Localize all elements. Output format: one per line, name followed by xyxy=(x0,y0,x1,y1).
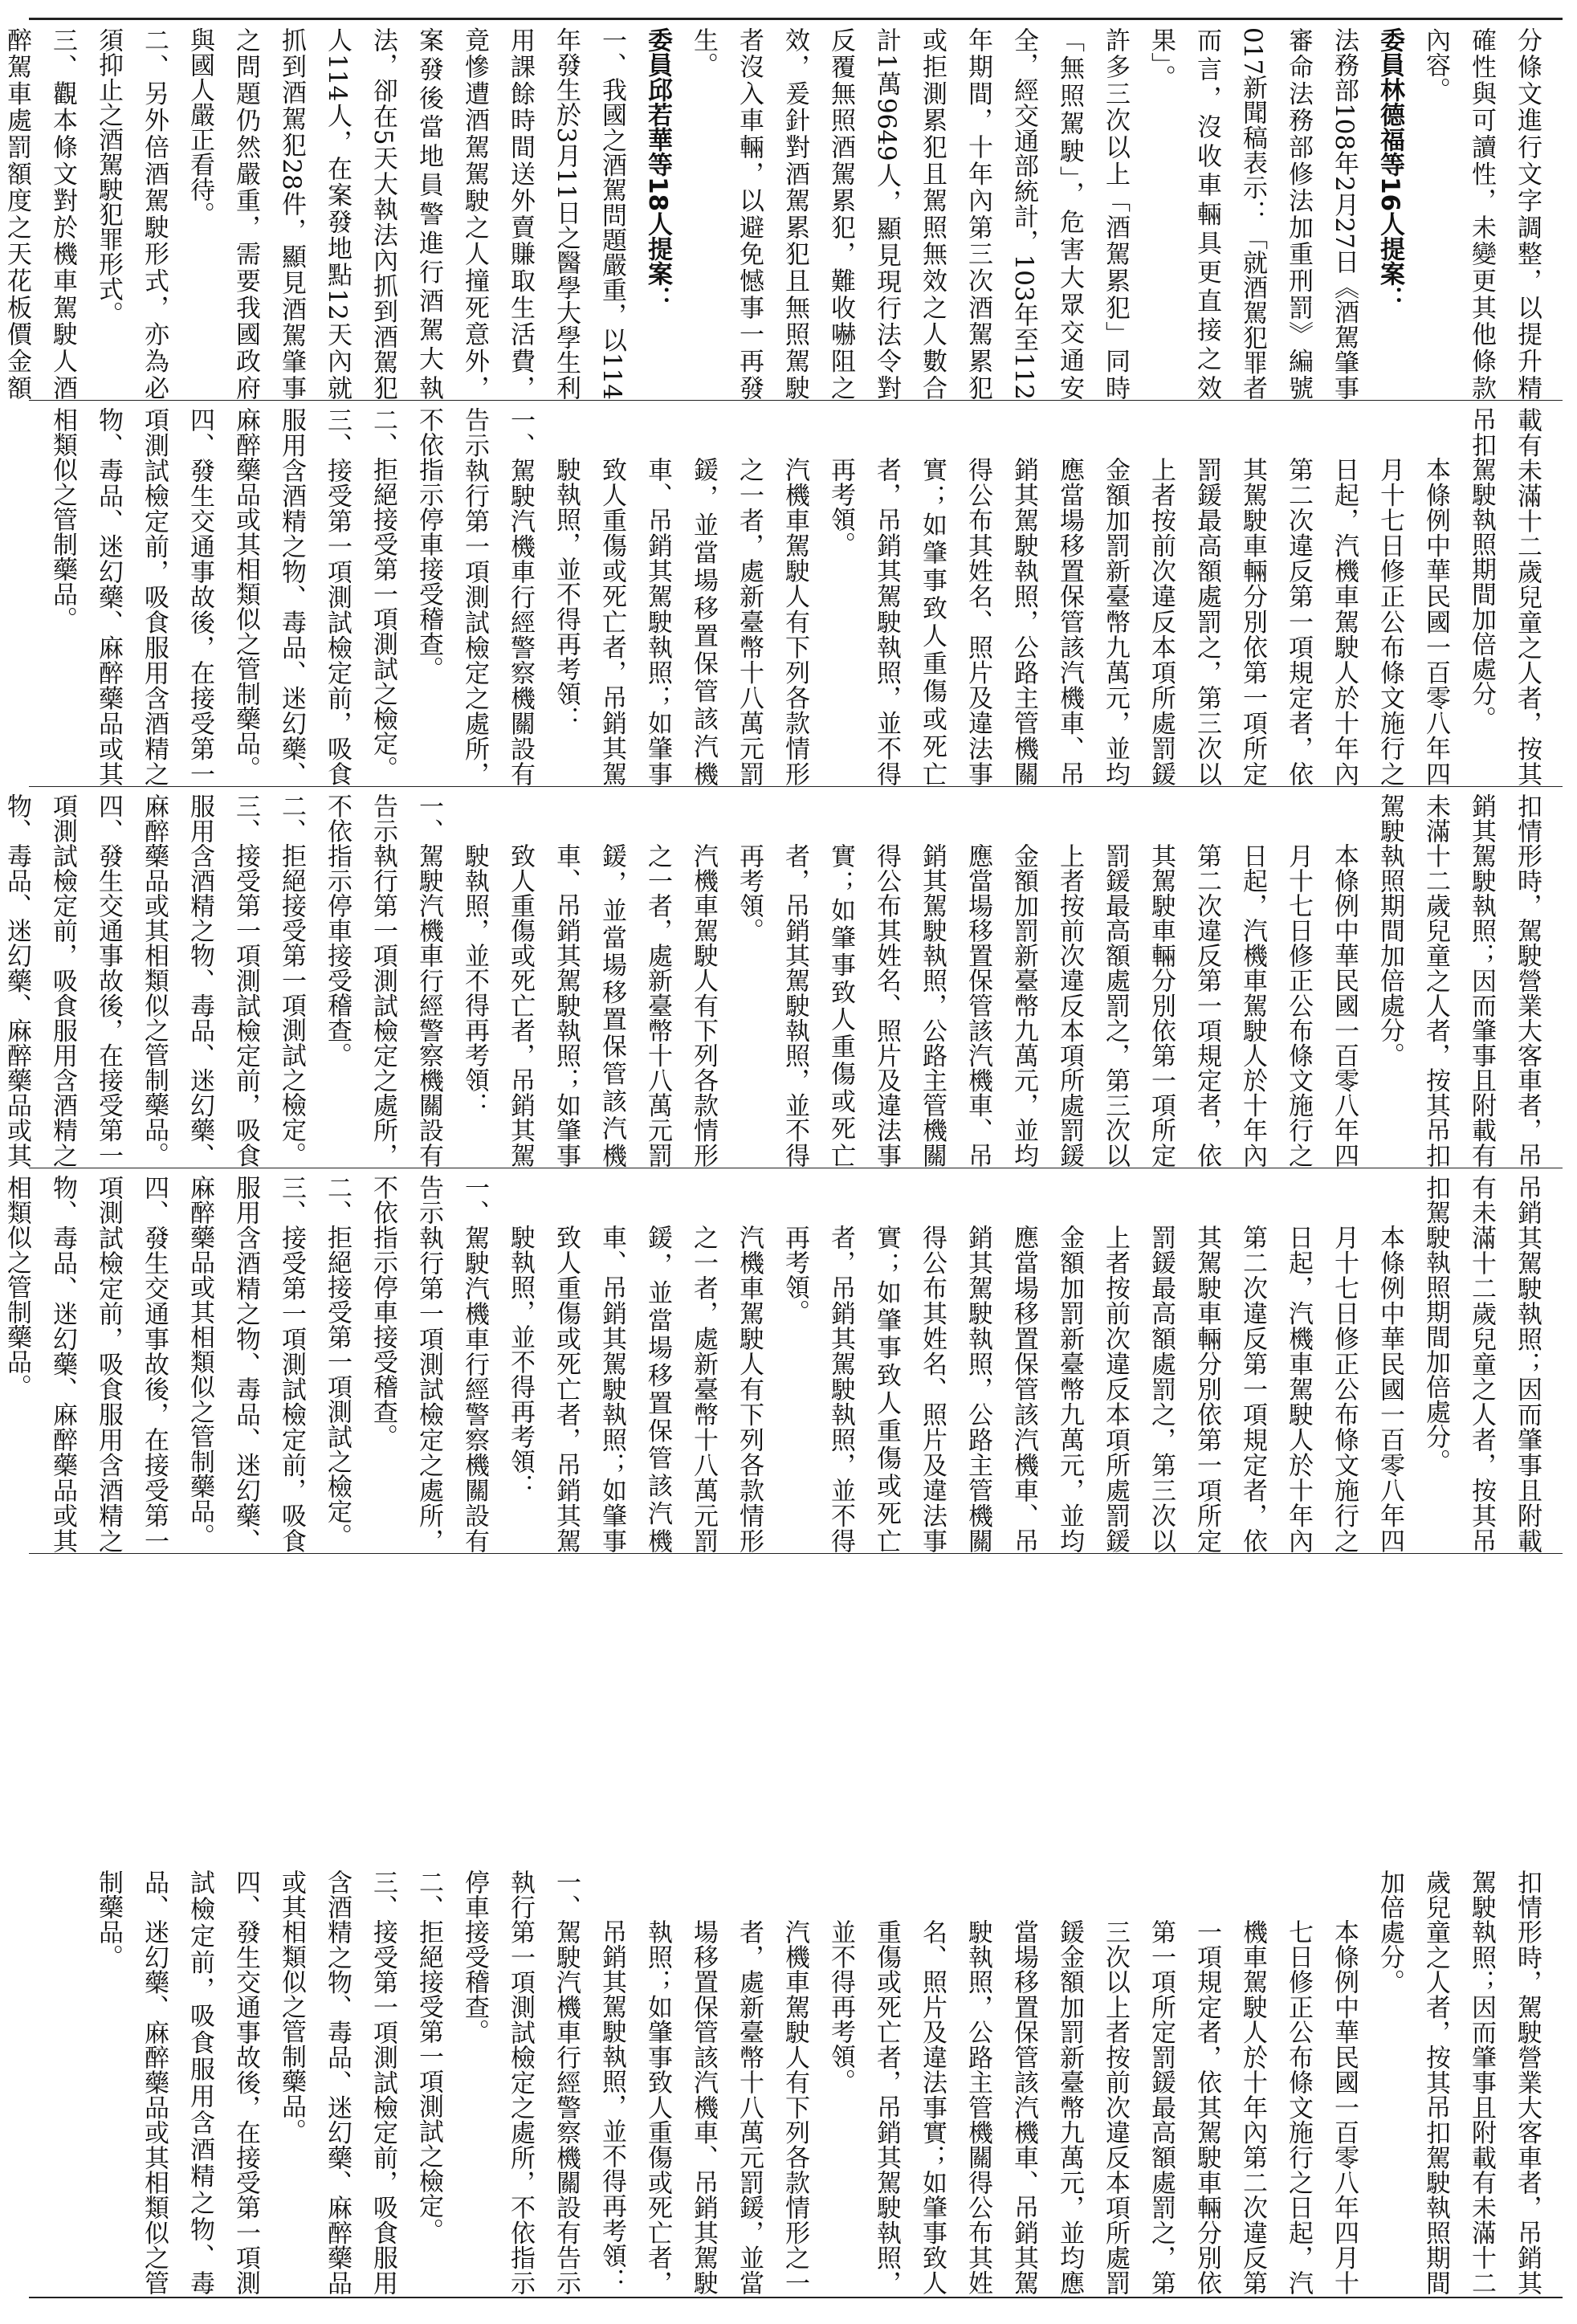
paragraph: 本條例中華民國一百零八年四月十七日修正公布條文施行之日起，汽機車駕駛人於十年內第二次違反第一項規定者，依其駕駛車輛分別依第一項所定罰鍰最高額處罰之，第三次以上者按前次違反本項所處罰鍰金額加罰新臺幣九萬元，並均應當場移置保管該汽機車、吊銷其駕駛執照，公路主管機關得公布其姓名、照片及違法事實；如肇事致人重傷或死亡者，吊銷其駕駛執照，並不得再考領。 xyxy=(826,457,1450,786)
proposal-heading: 委員邱若華等18人提案： xyxy=(643,27,672,312)
paragraph: 一、駕駛汽機車行經警察機關設有告示執行第一項測試檢定之處所，不依指示停車接受稽查。 xyxy=(323,793,443,1168)
proposal-heading: 委員林德福等16人提案： xyxy=(1375,27,1404,312)
paragraph: 一、駕駛汽機車行經警察機關設有告示執行第一項測試檢定之處所，不依指示停車接受稽查。 xyxy=(369,1175,489,1553)
paragraph: 三、接受第一項測試檢定前，吸食服用含酒精之物、毒品、迷幻藥、麻醉藥品或其相類似之管制藥品。 xyxy=(185,1175,306,1553)
paragraph: 汽機車駕駛人有下列各款情形之一者，處新臺幣十八萬元罰鍰，並當場移置保管該汽機車、吊銷其駕駛執照；如肇事致人重傷或死亡者，吊銷其駕駛執照，並不得再考領： xyxy=(552,457,809,786)
paragraph: 二、另外倍酒駕駛形式，亦為必須抑止之酒駕駛犯罪形式。 xyxy=(94,27,169,400)
table-row-3 xyxy=(2,787,1563,1168)
paragraph: 三、觀本條文對於機車駕駛人酒醉駕車處罰額度之天花板價金額 xyxy=(2,27,77,400)
table-row-1 xyxy=(2,21,1563,400)
paragraph: 分條文進行文字調整，以提升精確性與可讀性，未變更其他條款內容。 xyxy=(1421,27,1542,400)
row-1-column xyxy=(2,21,1563,400)
paragraph: 扣情形時，駕駛營業大客車者，吊銷其駕駛執照；因而肇事且附載有未滿十二歲兒童之人者，按其吊扣駕駛執照期間加倍處分。 xyxy=(1375,793,1542,1168)
paragraph: 二、拒絕接受第一項測試之檢定。 xyxy=(277,793,306,1167)
paragraph: 本條例中華民國一百零八年四月十七日修正公布條文施行之日起，汽機車駕駛人於十年內第二次違反第一項規定者，依其駕駛車輛分別依第一項所定罰鍰最高額處罰之，第三次以上者按前次違反本項所處罰鍰金額加罰新臺幣九萬元，並均應當場移置保管該汽機車、吊銷其駕駛執照，公路主管機關得公布其姓名、照片及違法事實；如肇事致人重傷或死亡者，吊銷其駕駛執照，並不得再考領。 xyxy=(780,1225,1404,1553)
row-divider-4 xyxy=(29,1553,1563,1554)
paragraph: 四、發生交通事故後，在接受第一項測試檢定前，吸食服用含酒精之物、毒品、迷幻藥、麻醉藥品或其 xyxy=(2,793,123,1168)
table-row-4 xyxy=(2,1168,1563,1553)
paragraph: 二、拒絕接受第一項測試之檢定。 xyxy=(369,407,397,781)
paragraph: 載有未滿十二歲兒童之人者，按其吊扣駕駛執照期間加倍處分。 xyxy=(1467,407,1542,786)
paragraph: 四、發生交通事故後，在接受第一項測試檢定前，吸食服用含酒精之物、毒品、迷幻藥、麻醉藥品或其相類似之管制藥品。 xyxy=(94,1869,260,2295)
paragraph: 一、駕駛汽機車行經警察機關設有告示執行第一項測試檢定之處所，不依指示停車接受稽查。 xyxy=(460,1869,581,2295)
row-4-column xyxy=(2,1168,1563,1553)
paragraph: 一、我國之酒駕問題嚴重，以114年發生於3月11日之醫學大學生利用課餘時間送外賣賺取生活費，竟慘遭酒駕駕駛之人撞死意外，案發後當地員警進行酒駕大執法，卻在5天大執法內抓到酒駕犯人114人，在案發地點12天內就抓到酒駕犯28件，顯見酒駕肇事之問題仍然嚴重，需要我國政府與國人嚴正看待。 xyxy=(185,27,626,400)
table-bottom-rule xyxy=(29,2297,1563,2298)
paragraph: 扣情形時，駕駛營業大客車者，吊銷其駕駛執照；因而肇事且附載有未滿十二歲兒童之人者，按其吊扣駕駛執照期間加倍處分。 xyxy=(1375,1869,1542,2295)
paragraph: 法務部108年2月27日《酒駕肇事審命法務部修法加重刑罰》編號017新聞稿表示：「就酒駕犯罪者而言，沒收車輛具更直接之效果」。 xyxy=(1147,27,1359,400)
table-top-rule xyxy=(29,18,1563,20)
paragraph: 三、接受第一項測試檢定前，吸食服用含酒精之物、毒品、迷幻藥、麻醉藥品或其相類似之管制藥品。 xyxy=(277,1869,397,2295)
paragraph: 一、駕駛汽機車行經警察機關設有告示執行第一項測試檢定之處所，不依指示停車接受稽查。 xyxy=(414,407,535,786)
paragraph: 四、發生交通事故後，在接受第一項測試檢定前，吸食服用含酒精之物、毒品、迷幻藥、麻醉藥品或其相類似之管制藥品。 xyxy=(48,407,214,786)
paragraph: 汽機車駕駛人有下列各款情形之一者，處新臺幣十八萬元罰鍰，並當場移置保管該汽機車、吊銷其駕駛執照；如肇事致人重傷或死亡者，吊銷其駕駛執照，並不得再考領： xyxy=(597,1919,809,2295)
paragraph: 本條例中華民國一百零八年四月十七日修正公布條文施行之日起，汽機車駕駛人於十年內第二次違反第一項規定者，依其駕駛車輛分別依第一項所定罰鍰最高額處罰之，第三次以上者按前次違反本項所處罰鍰金額加罰新臺幣九萬元，並均應當場移置保管該汽機車、吊銷其駕駛執照，公路主管機關得公布其姓名、照片及違法事實；如肇事致人重傷或死亡者，吊銷其駕駛執照，並不得再考領。 xyxy=(826,1919,1359,2295)
paragraph: 汽機車駕駛人有下列各款情形之一者，處新臺幣十八萬元罰鍰，並當場移置保管該汽機車、吊銷其駕駛執照；如肇事致人重傷或死亡者，吊銷其駕駛執照，並不得再考領： xyxy=(506,1225,764,1553)
paragraph: 三、接受第一項測試檢定前，吸食服用含酒精之物、毒品、迷幻藥、麻醉藥品或其相類似之管制藥品。 xyxy=(231,407,352,786)
paragraph: 汽機車駕駛人有下列各款情形之一者，處新臺幣十八萬元罰鍰，並當場移置保管該汽機車、吊銷其駕駛執照；如肇事致人重傷或死亡者，吊銷其駕駛執照，並不得再考領： xyxy=(460,843,718,1168)
paragraph: 許多三次以上「酒駕累犯」同時「無照駕駛」，危害大眾交通安全，經交通部統計，103年至112年期間，十年內第三次酒駕累犯或拒測累犯且駕照無效之人數合計1萬9649人，顯見現行法令對反覆無照酒駕累犯，難收嚇阻之效，爰針對酒駕累犯且無照駕駛者沒入車輛，以避免憾事一再發生。 xyxy=(689,27,1130,400)
paragraph: 二、拒絕接受第一項測試之檢定。 xyxy=(414,1869,443,2243)
table-row-5 xyxy=(29,1863,1563,2295)
row-3-column xyxy=(2,787,1563,1168)
paragraph: 二、拒絕接受第一項測試之檢定。 xyxy=(323,1175,352,1548)
row-5-column xyxy=(29,1863,1563,2295)
paragraph: 四、發生交通事故後，在接受第一項測試檢定前，吸食服用含酒精之物、毒品、迷幻藥、麻醉藥品或其相類似之管制藥品。 xyxy=(2,1175,169,1553)
row-2-column xyxy=(29,401,1563,786)
paragraph: 吊銷其駕駛執照；因而肇事且附載有未滿十二歲兒童之人者，按其吊扣駕駛執照期間加倍處分。 xyxy=(1421,1175,1542,1553)
paragraph: 本條例中華民國一百零八年四月十七日修正公布條文施行之日起，汽機車駕駛人於十年內第二次違反第一項規定者，依其駕駛車輛分別依第一項所定罰鍰最高額處罰之，第三次以上者按前次違反本項所處罰鍰金額加罰新臺幣九萬元，並均應當場移置保管該汽機車、吊銷其駕駛執照，公路主管機關得公布其姓名、照片及違法事實；如肇事致人重傷或死亡者，吊銷其駕駛執照，並不得再考領。 xyxy=(735,843,1359,1168)
paragraph: 三、接受第一項測試檢定前，吸食服用含酒精之物、毒品、迷幻藥、麻醉藥品或其相類似之管制藥品。 xyxy=(140,793,260,1168)
table-row-2 xyxy=(29,401,1563,786)
